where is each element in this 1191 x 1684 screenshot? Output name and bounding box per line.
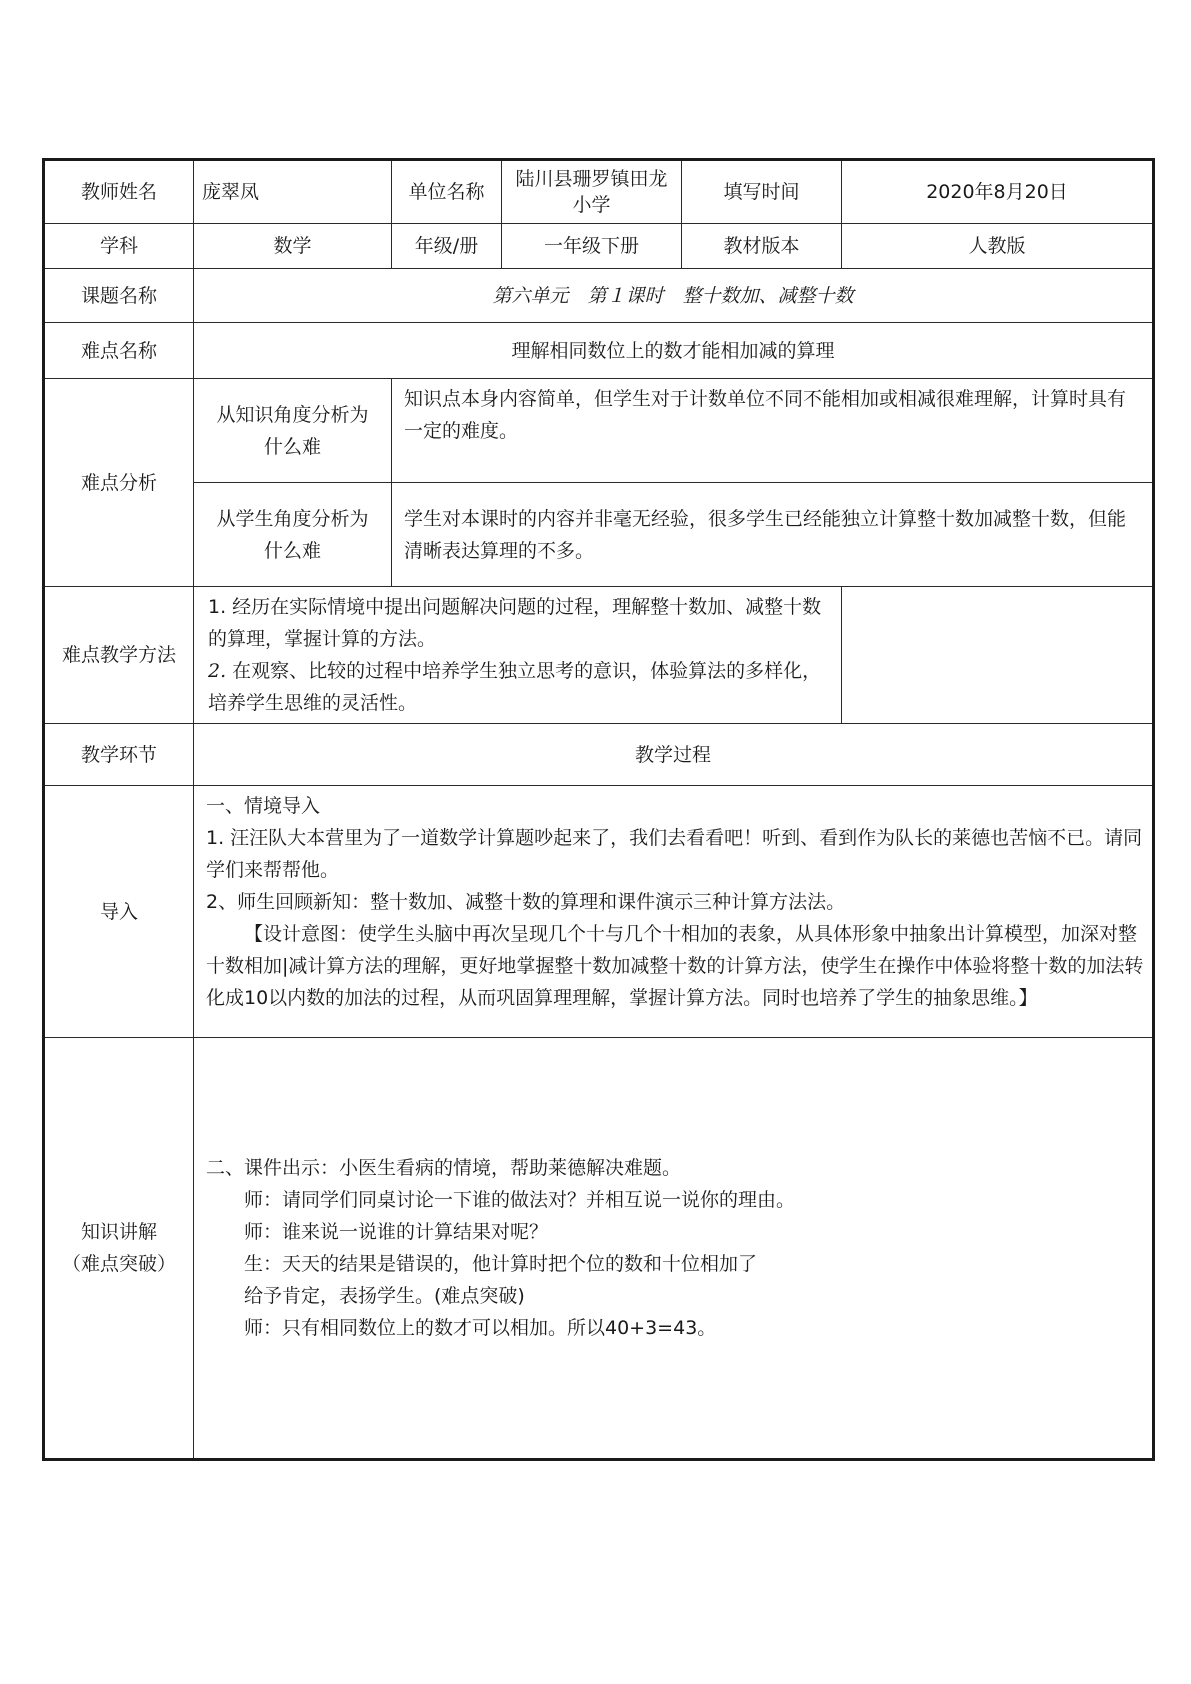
knowledge-heading: 二、课件出示：小医生看病的情境，帮助莱德解决难题。 <box>206 1157 682 1179</box>
analysis-student-row <box>44 483 1154 587</box>
intro-heading: 一、情境导入 <box>206 795 321 817</box>
student-angle-label: 从学生角度分析为什么难 <box>194 483 392 587</box>
knowledge-label-line-2: （难点突破） <box>61 1253 176 1275</box>
method-line-2-text: 在观察、比较的过程中培养学生独立思考的意识，体验算法的多样化，培养学生思维的灵活性。 <box>208 660 822 714</box>
intro-paragraph-1: 1. 汪汪队大本营里为了一道数学计算题吵起来了，我们去看看吧！听到、看到作为队长的莱德也苦恼不已。请同学们来帮帮他。 <box>206 827 1143 881</box>
topic-value: 第六单元 第１课时 整十数加、减整十数 <box>194 269 1154 323</box>
analysis-knowledge-row <box>44 379 1154 483</box>
knowledge-line-2: 师：谁来说一说谁的计算结果对呢？ <box>244 1221 549 1243</box>
knowledge-content <box>194 1038 1154 1460</box>
design-intent: 【设计意图：使学生头脑中再次呈现几个十与几个十相加的表象，从具体形象中抽象出计算模型，加深对整十数相加|减计算方法的理解，更好地掌握整十数加减整十数的计算方法，使学生在操作中体验将整十数的加法转化成10以内数的加法的过程，从而巩固算理理解，掌握计算方法。同时也培养了学生的抽象思维。】 <box>206 923 1144 1009</box>
date-value: 2020年8月20日 <box>842 160 1154 224</box>
knowledge-angle-text: 知识点本身内容简单，但学生对于计数单位不同不能相加或相减很难理解，计算时具有一定的难度。 <box>392 379 1154 483</box>
process-label: 教学过程 <box>194 724 1154 786</box>
method-row <box>44 587 1154 724</box>
knowledge-line-3: 生：天天的结果是错误的，他计算时把个位的数和十位相加了 <box>244 1253 758 1275</box>
process-stage-label: 教学环节 <box>44 724 194 786</box>
intro-paragraph-2: 2、师生回顾新知：整十数加、减整十数的算理和课件演示三种计算方法法。 <box>206 891 846 913</box>
knowledge-label-line-1: 知识讲解 <box>80 1221 157 1243</box>
analysis-label: 难点分析 <box>44 379 194 587</box>
difficulty-label: 难点名称 <box>44 323 194 379</box>
date-label: 填写时间 <box>682 160 842 224</box>
topic-row <box>44 269 1154 323</box>
process-header-row <box>44 724 1154 786</box>
edition-value: 人教版 <box>842 224 1154 269</box>
subject-label: 学科 <box>44 224 194 269</box>
intro-row <box>44 786 1154 1038</box>
grade-value: 一年级下册 <box>502 224 682 269</box>
unit-value: 陆川县珊罗镇田龙小学 <box>502 160 682 224</box>
topic-label: 课题名称 <box>44 269 194 323</box>
header-row <box>44 160 1154 224</box>
intro-content <box>194 786 1154 1038</box>
subject-value: 数学 <box>194 224 392 269</box>
knowledge-row <box>44 1038 1154 1460</box>
method-line-1: 1. 经历在实际情境中提出问题解决问题的过程，理解整十数加、减整十数的算理，掌握计算的方法。 <box>208 596 822 650</box>
grade-label: 年级/册 <box>392 224 502 269</box>
knowledge-angle-label: 从知识角度分析为什么难 <box>194 379 392 483</box>
knowledge-line-1: 师：请同学们同桌讨论一下谁的做法对？并相互说一说你的理由。 <box>244 1189 796 1211</box>
intro-label: 导入 <box>44 786 194 1038</box>
knowledge-line-5: 师：只有相同数位上的数才可以相加。所以40+3=43。 <box>244 1317 717 1339</box>
difficulty-row <box>44 323 1154 379</box>
method-content <box>194 587 842 724</box>
knowledge-label <box>44 1038 194 1460</box>
info-row <box>44 224 1154 269</box>
method-line-2 <box>208 655 833 719</box>
edition-label: 教材版本 <box>682 224 842 269</box>
teacher-value: 庞翠凤 <box>194 160 392 224</box>
difficulty-value: 理解相同数位上的数才能相加减的算理 <box>194 323 1154 379</box>
method-label: 难点教学方法 <box>44 587 194 724</box>
lesson-plan-table <box>42 158 1155 1461</box>
student-angle-text: 学生对本课时的内容并非毫无经验，很多学生已经能独立计算整十数加减整十数，但能清晰表达算理的不多。 <box>392 483 1154 587</box>
unit-label: 单位名称 <box>392 160 502 224</box>
teacher-label: 教师姓名 <box>44 160 194 224</box>
knowledge-line-4: 给予肯定，表扬学生。(难点突破) <box>244 1285 525 1307</box>
method-line-2-number: 2. <box>208 660 227 682</box>
